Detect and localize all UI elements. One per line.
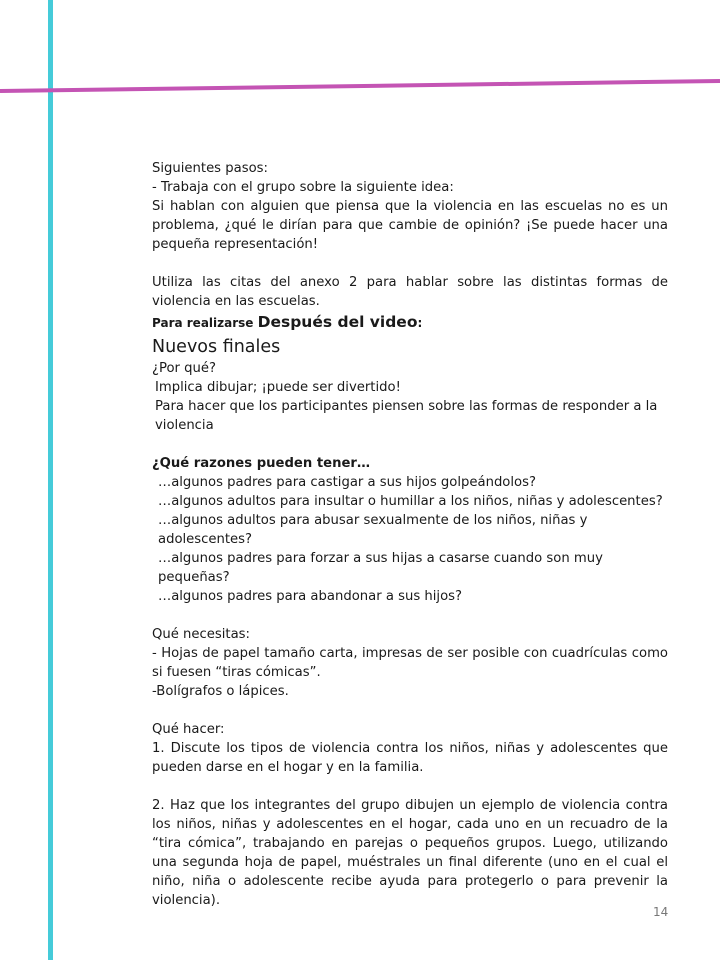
reasons-title: ¿Qué razones pueden tener… xyxy=(152,456,371,471)
page-body xyxy=(152,159,668,910)
reason-item: …algunos adultos para abusar sexualmente de los niños, niñas y adolescentes? xyxy=(158,513,588,547)
reason-item: …algunos padres para castigar a sus hijos golpeándolos? xyxy=(158,475,536,490)
next-steps-title: Siguientes pasos: xyxy=(152,161,268,176)
next-steps-question: Si hablan con alguien que piensa que la violencia en las escuelas no es un problema, ¿qué le dirían para que cambie de opinión? ¡Se puede hacer una pequeña representación! xyxy=(152,199,668,252)
reason-item: …algunos padres para forzar a sus hijas a casarse cuando son muy pequeñas? xyxy=(158,551,603,585)
subhead-small-text: Para realizarse xyxy=(152,316,258,330)
quotes-paragraph: Utiliza las citas del anexo 2 para hablar sobre las distintas formas de violencia en las escuelas. xyxy=(152,275,668,309)
next-steps-item: - Trabaja con el grupo sobre la siguiente idea: xyxy=(152,180,454,195)
why-label: ¿Por qué? xyxy=(152,361,217,376)
why-reason-1: Implica dibujar; ¡puede ser divertido! xyxy=(155,380,401,395)
subhead-colon: : xyxy=(417,316,423,330)
reason-item: …algunos adultos para insultar o humillar a los niños, niñas y adolescentes? xyxy=(158,494,663,509)
why-reason-2: Para hacer que los participantes piensen sobre las formas de responder a la violencia xyxy=(155,399,658,433)
top-horizontal-rule xyxy=(0,0,720,100)
subhead-big-text: Después del video xyxy=(257,313,418,331)
after-video-subheading xyxy=(152,311,668,335)
needs-title: Qué necesitas: xyxy=(152,627,250,642)
todo-title: Qué hacer: xyxy=(152,722,225,737)
needs-item-2: -Bolígrafos o lápices. xyxy=(152,684,289,699)
page-number: 14 xyxy=(653,905,669,919)
todo-step-1: 1. Discute los tipos de violencia contra los niños, niñas y adolescentes que pueden darse en el hogar y en la familia. xyxy=(152,741,668,775)
left-vertical-rule xyxy=(48,0,53,960)
reason-item: …algunos padres para abandonar a sus hijos? xyxy=(158,589,463,604)
section-title: Nuevos finales xyxy=(152,337,281,357)
todo-step-2: 2. Haz que los integrantes del grupo dibujen un ejemplo de violencia contra los niños, niñas y adolescentes en el hogar, cada uno en un recuadro de la “tira cómica”, trabajando en parejas o pequeños grupos. Luego, utilizando una segunda hoja de papel, muéstrales un final diferente (uno en el cual el niño, niña o adolescente recibe ayuda para protegerlo o para prevenir la violencia). xyxy=(152,798,668,908)
needs-item-1: - Hojas de papel tamaño carta, impresas de ser posible con cuadrículas como si fuesen “tiras cómicas”. xyxy=(152,646,668,680)
